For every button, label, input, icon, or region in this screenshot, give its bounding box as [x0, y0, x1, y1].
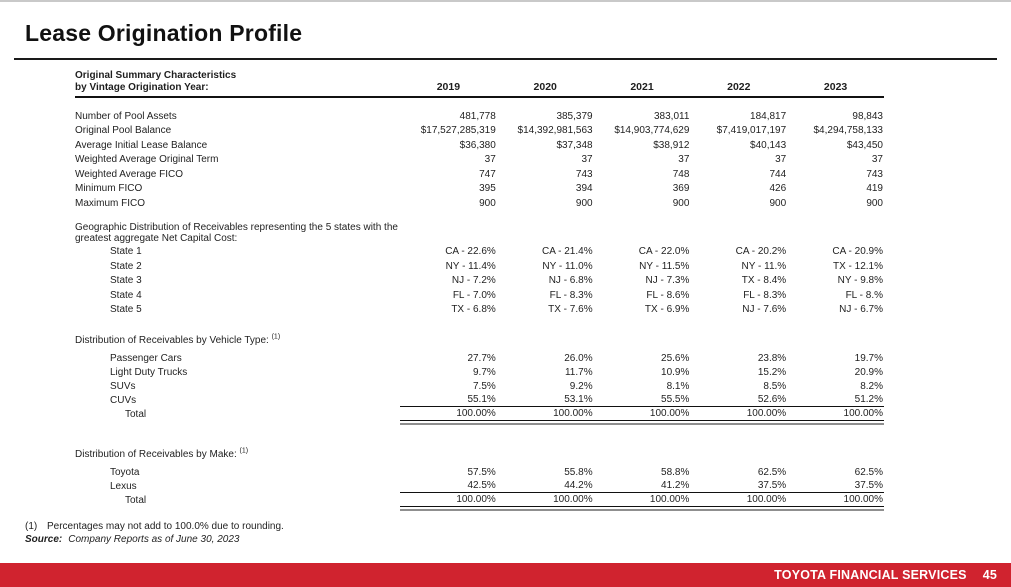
year-column-header-2019: 2019	[400, 70, 497, 98]
year-column-header-2022: 2022	[690, 70, 787, 98]
cell-value: 41.2%	[594, 479, 691, 493]
cell-value: FL - 8.3%	[549, 289, 593, 301]
cell-value: 19.7%	[854, 352, 883, 364]
cell-value: $43,450	[846, 139, 883, 151]
spacer-row	[75, 317, 884, 333]
cell-value: FL - 8.6%	[646, 289, 690, 301]
cell-value: 44.2%	[497, 479, 594, 493]
table-row	[75, 196, 884, 211]
total-cell-value: 100.00%	[787, 493, 884, 507]
cell-value: $7,419,017,197	[716, 125, 787, 137]
table-row	[75, 288, 884, 303]
vehicle-type-section-heading	[75, 333, 884, 347]
table-row	[75, 109, 884, 124]
cell-value: TX - 6.9%	[644, 304, 690, 316]
cell-value: TX - 12.1%	[832, 260, 883, 272]
table-row	[75, 138, 884, 153]
cell-value: 900	[479, 197, 496, 209]
cell-value: 900	[769, 197, 787, 209]
table-row	[75, 182, 884, 197]
spacer-row	[75, 98, 884, 109]
cell-value: CA - 20.2%	[735, 246, 787, 258]
total-row-label: Total	[125, 408, 147, 420]
cell-value: 426	[769, 183, 787, 195]
cell-value: 20.9%	[854, 366, 883, 378]
cell-value: 184,817	[750, 110, 787, 122]
table-row	[75, 465, 884, 479]
cell-value: 52.6%	[690, 393, 787, 407]
table-header-label-line1: Original Summary Characteristics	[75, 70, 237, 81]
cell-value: CA - 21.4%	[542, 246, 593, 258]
cell-value: FL - 8.%	[845, 289, 883, 301]
year-column-header-2021: 2021	[594, 70, 691, 98]
row-label: Light Duty Trucks	[110, 366, 188, 378]
cell-value: 7.5%	[473, 380, 496, 392]
cell-value: 369	[672, 183, 690, 195]
cell-value: 747	[479, 168, 496, 180]
table-row	[75, 479, 884, 493]
cell-value: 62.5%	[757, 466, 787, 478]
cell-value: 743	[575, 168, 593, 180]
table-row	[75, 351, 884, 365]
table-row	[75, 245, 884, 260]
row-label: Maximum FICO	[75, 197, 145, 209]
row-label: Original Pool Balance	[75, 125, 172, 137]
footnote-ref: (1)	[239, 447, 249, 455]
cell-value: TX - 6.8%	[451, 304, 496, 316]
row-label: Weighted Average FICO	[75, 168, 184, 180]
row-label: Toyota	[110, 466, 140, 478]
cell-value: 57.5%	[467, 466, 496, 478]
page-title: Lease Origination Profile	[25, 20, 303, 46]
cell-value: 55.5%	[594, 393, 691, 407]
row-label: Number of Pool Assets	[75, 110, 177, 122]
footnote-1	[25, 520, 1011, 533]
spacer-row	[75, 437, 884, 447]
year-column-header-2020: 2020	[497, 70, 594, 98]
cell-value: 8.1%	[666, 380, 690, 392]
footer-bar	[0, 563, 1011, 587]
footnote-1-text: Percentages may not add to 100.0% due to rounding.	[47, 521, 284, 532]
cell-value: 25.6%	[661, 352, 690, 364]
cell-value: 37	[871, 154, 883, 166]
total-cell-value: 100.00%	[690, 407, 787, 421]
cell-value: $36,380	[459, 139, 496, 151]
row-label: SUVs	[110, 380, 136, 392]
row-label: Weighted Average Original Term	[75, 154, 219, 166]
cell-value: $17,527,285,319	[420, 125, 496, 137]
total-cell-value: 100.00%	[400, 407, 497, 421]
cell-value: 419	[866, 183, 883, 195]
table-header-label-line2: by Vintage Origination Year:	[75, 81, 209, 93]
source-text: Company Reports as of June 30, 2023	[68, 534, 240, 545]
table-row	[75, 153, 884, 168]
cell-value: 743	[866, 168, 883, 180]
cell-value: 395	[479, 183, 496, 195]
cell-value: NJ - 7.6%	[742, 304, 787, 316]
total-row-label: Total	[125, 494, 147, 506]
cell-value: 55.1%	[400, 393, 497, 407]
make-section	[75, 421, 884, 507]
cell-value: NJ - 7.3%	[645, 275, 690, 287]
row-label: Lexus	[110, 480, 137, 492]
total-cell-value: 100.00%	[497, 493, 594, 507]
cell-value: 37	[581, 154, 593, 166]
table-row	[75, 274, 884, 289]
footer-page-number: 45	[982, 568, 997, 582]
table-row	[75, 259, 884, 274]
cell-value: 37.5%	[690, 479, 787, 493]
cell-value: 900	[672, 197, 690, 209]
cell-value: 9.2%	[569, 380, 593, 392]
cell-value: 42.5%	[400, 479, 497, 493]
geographic-section-heading	[75, 221, 884, 245]
row-label: State 4	[110, 289, 142, 301]
row-label: State 5	[110, 304, 142, 316]
cell-value: NJ - 6.8%	[548, 275, 593, 287]
title-divider	[14, 58, 997, 60]
row-label: State 3	[110, 275, 142, 287]
row-label: State 2	[110, 260, 142, 272]
row-label: Average Initial Lease Balance	[75, 139, 208, 151]
cell-value: 23.8%	[757, 352, 787, 364]
total-cell-value: 100.00%	[787, 407, 884, 421]
table-row	[75, 303, 884, 318]
cell-value: NJ - 6.7%	[839, 304, 883, 316]
table-row	[75, 365, 884, 379]
total-cell-value: 100.00%	[594, 493, 691, 507]
footer-brand: TOYOTA FINANCIAL SERVICES	[774, 568, 967, 582]
cell-value: 27.7%	[467, 352, 496, 364]
cell-value: 10.9%	[661, 366, 690, 378]
footnote-1-marker: (1)	[25, 521, 38, 532]
row-label: Minimum FICO	[75, 183, 143, 195]
cell-value: 37	[484, 154, 496, 166]
geographic-section	[75, 211, 884, 318]
total-cell-value: 100.00%	[594, 407, 691, 421]
table-row	[75, 167, 884, 182]
cell-value: 900	[866, 197, 883, 209]
table-row	[75, 124, 884, 139]
cell-value: NY - 9.8%	[837, 275, 883, 287]
cell-value: 37	[678, 154, 690, 166]
vehicle-type-heading: Distribution of Receivables by Vehicle Type:	[75, 334, 269, 346]
cell-value: FL - 8.3%	[743, 289, 787, 301]
total-cell-value: 100.00%	[690, 493, 787, 507]
footnotes-block	[25, 520, 1011, 546]
cell-value: 9.7%	[473, 366, 496, 378]
table-header-label	[75, 70, 400, 98]
cell-value: $14,392,981,563	[517, 125, 593, 137]
cell-value: CA - 20.9%	[832, 246, 883, 258]
cell-value: 481,778	[459, 110, 496, 122]
cell-value: 62.5%	[854, 466, 883, 478]
cell-value: 394	[575, 183, 593, 195]
cell-value: 385,379	[556, 110, 593, 122]
vehicle-type-section	[75, 317, 884, 421]
cell-value: 37.5%	[787, 479, 884, 493]
cell-value: CA - 22.6%	[445, 246, 496, 258]
cell-value: TX - 8.4%	[741, 275, 787, 287]
footnote-ref: (1)	[271, 333, 281, 341]
cell-value: NY - 11.5%	[639, 260, 690, 272]
total-cell-value: 100.00%	[400, 493, 497, 507]
cell-value: CA - 22.0%	[638, 246, 690, 258]
cell-value: 8.5%	[763, 380, 787, 392]
year-column-header-2023: 2023	[787, 70, 884, 98]
cell-value: 98,843	[852, 110, 883, 122]
cell-value: 744	[769, 168, 787, 180]
cell-value: FL - 7.0%	[452, 289, 496, 301]
cell-value: 383,011	[653, 110, 690, 122]
row-label: CUVs	[110, 394, 137, 406]
geographic-heading-line1: Geographic Distribution of Receivables representing the 5 states with the	[75, 221, 398, 233]
cell-value: 51.2%	[787, 393, 884, 407]
make-heading: Distribution of Receivables by Make:	[75, 448, 237, 460]
source-label: Source:	[25, 534, 63, 545]
source-line	[25, 533, 1011, 546]
cell-value: 26.0%	[564, 352, 593, 364]
geographic-heading-line2: greatest aggregate Net Capital Cost:	[75, 233, 238, 244]
row-label: State 1	[110, 246, 142, 258]
spacer-row	[75, 421, 884, 437]
cell-value: $38,912	[653, 139, 690, 151]
origination-profile-table	[75, 70, 884, 507]
cell-value: $37,348	[556, 139, 593, 151]
slide-page	[0, 20, 1011, 587]
cell-value: 58.8%	[661, 466, 690, 478]
cell-value: 37	[775, 154, 787, 166]
row-label: Passenger Cars	[110, 352, 182, 364]
summary-section	[75, 98, 884, 211]
total-row	[75, 493, 884, 507]
cell-value: $40,143	[750, 139, 787, 151]
cell-value: NJ - 7.2%	[451, 275, 496, 287]
cell-value: NY - 11.0%	[542, 260, 593, 272]
make-section-heading	[75, 447, 884, 461]
cell-value: 15.2%	[757, 366, 787, 378]
spacer-row	[75, 211, 884, 221]
cell-value: 11.7%	[564, 366, 593, 378]
table-row	[75, 393, 884, 407]
cell-value: TX - 7.6%	[548, 304, 593, 316]
total-row	[75, 407, 884, 421]
cell-value: NY - 11.4%	[445, 260, 496, 272]
cell-value: 55.8%	[564, 466, 593, 478]
table-row	[75, 379, 884, 393]
cell-value: 900	[575, 197, 593, 209]
cell-value: 53.1%	[497, 393, 594, 407]
cell-value: 748	[672, 168, 690, 180]
cell-value: $14,903,774,629	[614, 125, 690, 137]
total-cell-value: 100.00%	[497, 407, 594, 421]
cell-value: 8.2%	[860, 380, 883, 392]
table-header-row	[75, 70, 884, 98]
cell-value: NY - 11.%	[741, 260, 787, 272]
cell-value: $4,294,758,133	[813, 125, 883, 137]
